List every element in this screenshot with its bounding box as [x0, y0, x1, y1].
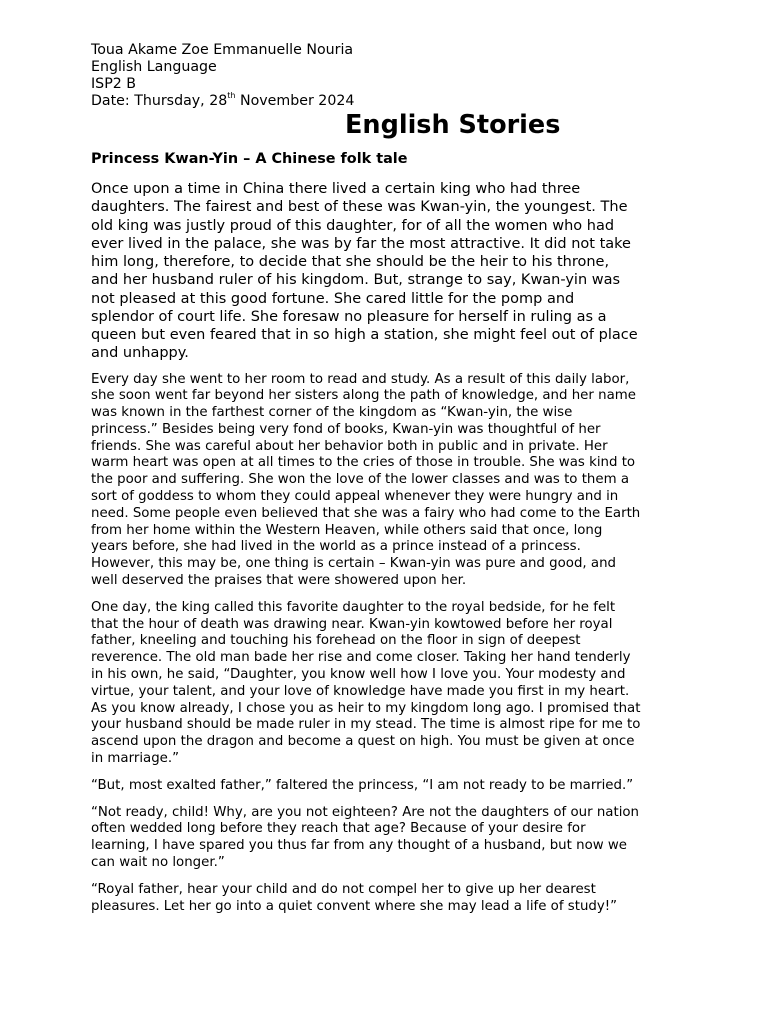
text-line: can wait no longer.” [91, 855, 225, 871]
story-title: Princess Kwan-Yin – A Chinese folk tale [91, 151, 408, 167]
document-title: English Stories [345, 110, 561, 140]
text-line: often wedded long before they reach that age? Because of your desire for [91, 821, 586, 837]
text-line: princess.” Besides being very fond of books, Kwan-yin was thoughtful of her [91, 421, 601, 437]
text-line: pleasures. Let her go into a quiet convent where she may lead a life of study!” [91, 898, 618, 914]
text-line: in marriage.” [91, 751, 180, 767]
story-body [91, 180, 681, 915]
text-line: in his own, he said, “Daughter, you know well how I love you. Your modesty and [91, 667, 626, 683]
text-line: that the hour of death was drawing near. Kwan-yin kowtowed before her royal [91, 616, 613, 632]
class-line: ISP2 B [91, 76, 137, 92]
text-line: queen but even feared that in so high a station, she might feel out of place [91, 327, 638, 343]
text-line: splendor of court life. She foresaw no pleasure for herself in ruling as a [91, 308, 607, 325]
paragraph-2 [91, 372, 681, 590]
text-line: As you know already, I chose you as heir to my kingdom long ago. I promised that [91, 700, 641, 716]
text-line: virtue, your talent, and your love of knowledge have made you first in my heart. [91, 683, 630, 699]
text-line: and unhappy. [91, 345, 189, 362]
subject-line: English Language [91, 59, 217, 75]
text-line: friends. She was careful about her behavior both in public and in private. Her [91, 438, 608, 454]
paragraph-3 [91, 600, 681, 768]
text-line: “Not ready, child! Why, are you not eighteen? Are not the daughters of our nation [91, 804, 640, 820]
text-line: However, this may be, one thing is certain – Kwan-yin was pure and good, and [91, 556, 616, 572]
text-line: old king was justly proud of this daughter, for of all the women who had [91, 217, 615, 234]
text-line: the poor and suffering. She won the love of the lower classes and was to them a [91, 472, 630, 488]
text-line: years before, she had lived in the world as a prince instead of a princess. [91, 539, 581, 555]
paragraph-5 [91, 805, 681, 872]
text-line: father, kneeling and touching his forehead on the floor in sign of deepest [91, 633, 581, 649]
document-page [91, 42, 681, 915]
date-line [91, 93, 681, 110]
text-line: Once upon a time in China there lived a certain king who had three [91, 181, 581, 197]
text-line: learning, I have spared you thus far from any thought of a husband, but now we [91, 838, 628, 854]
text-line: One day, the king called this favorite daughter to the royal bedside, for he felt [91, 599, 616, 615]
date-ordinal-suffix: th [227, 91, 236, 101]
date-rest: November 2024 [235, 93, 355, 109]
paragraph-1 [91, 180, 681, 363]
text-line: your husband should be made ruler in my stead. The time is almost ripe for me to [91, 717, 641, 733]
text-line: reverence. The old man bade her rise and come closer. Taking her hand tenderly [91, 650, 631, 666]
text-line: Every day she went to her room to read and study. As a result of this daily labor, [91, 371, 630, 387]
text-line: and her husband ruler of his kingdom. But, strange to say, Kwan-yin was [91, 272, 621, 289]
text-line: daughters. The fairest and best of these was Kwan-yin, the youngest. The [91, 199, 628, 216]
date-prefix: Date: Thursday, 28 [91, 93, 228, 109]
text-line: him long, therefore, to decide that she should be the heir to his throne, [91, 254, 610, 270]
paragraph-6 [91, 882, 681, 916]
text-line: “Royal father, hear your child and do not compel her to give up her dearest [91, 881, 596, 897]
text-line: ascend upon the dragon and become a quest on high. You must be given at once [91, 734, 635, 750]
text-line: from her home within the Western Heaven, while others said that once, long [91, 522, 603, 538]
text-line: was known in the farthest corner of the kingdom as “Kwan-yin, the wise [91, 405, 573, 421]
text-line: not pleased at this good fortune. She cared little for the pomp and [91, 290, 575, 307]
text-line: need. Some people even believed that she was a fairy who had come to the Earth [91, 505, 641, 521]
text-line: well deserved the praises that were showered upon her. [91, 573, 467, 589]
text-line: sort of goddess to whom they could appeal whenever they were hungry and in [91, 489, 619, 505]
author-name: Toua Akame Zoe Emmanuelle Nouria [91, 42, 354, 58]
text-line: warm heart was open at all times to the cries of those in trouble. She was kind to [91, 455, 636, 471]
text-line: “But, most exalted father,” faltered the princess, “I am not ready to be married.” [91, 777, 634, 793]
text-line: ever lived in the palace, she was by far the most attractive. It did not take [91, 235, 631, 252]
text-line: she soon went far beyond her sisters along the path of knowledge, and her name [91, 388, 636, 404]
paragraph-4 [91, 778, 681, 795]
